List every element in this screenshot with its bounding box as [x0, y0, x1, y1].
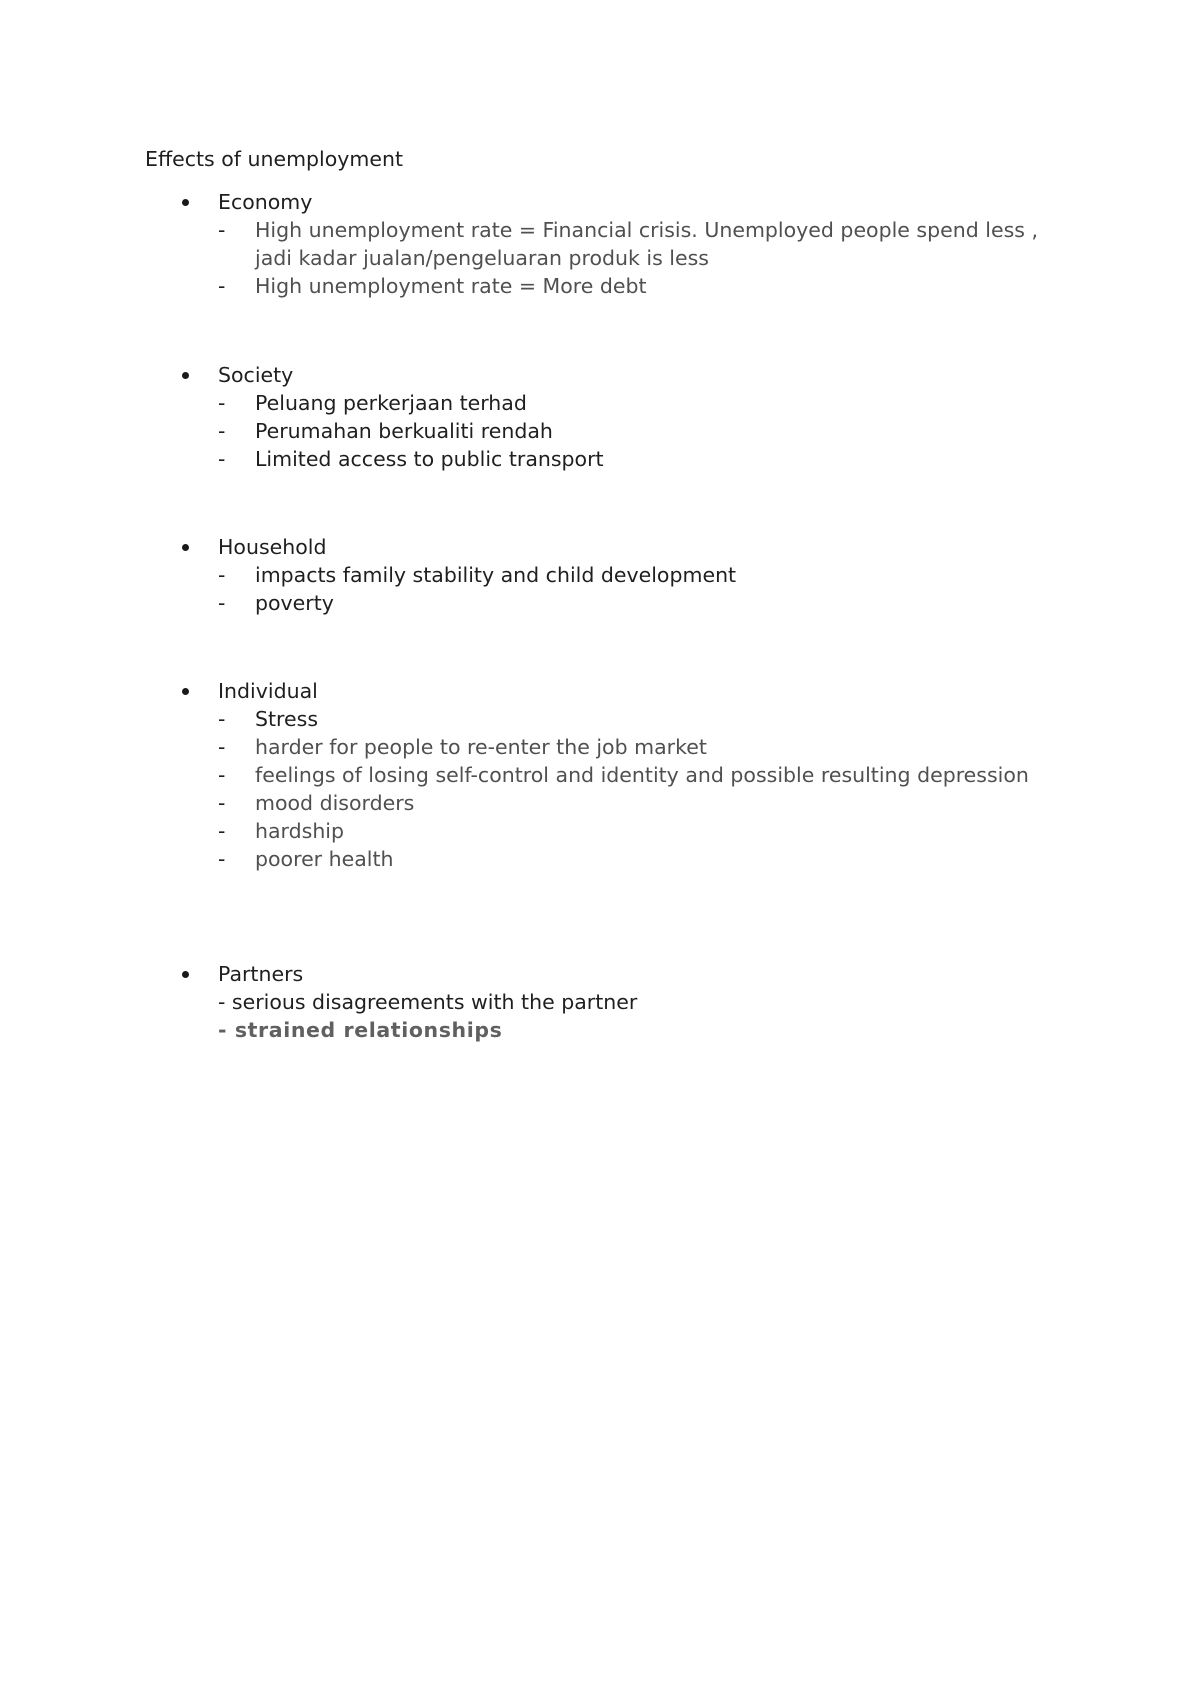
list-item-text: poorer health [255, 847, 394, 871]
dash-marker: - [218, 274, 226, 298]
section-heading: Household [218, 535, 327, 559]
list-item-text: Peluang perkerjaan terhad [255, 391, 527, 415]
list-item-text: High unemployment rate = More debt [255, 274, 647, 298]
list-item [0, 789, 1200, 817]
section-individual [0, 677, 1200, 873]
dash-marker: - [218, 591, 226, 615]
list-item [0, 761, 1200, 789]
page-title: Effects of unemployment [145, 147, 404, 171]
bullet-icon [182, 688, 189, 695]
list-item-text: Limited access to public transport [255, 447, 604, 471]
section-heading: Partners [218, 962, 304, 986]
list-item-text: impacts family stability and child development [255, 563, 737, 587]
list-item [0, 589, 1200, 617]
bullet-icon [182, 544, 189, 551]
list-item-text: Stress [255, 707, 319, 731]
list-item-text: harder for people to re-enter the job market [255, 735, 707, 759]
section-heading: Individual [218, 679, 318, 703]
list-item-text: mood disorders [255, 791, 415, 815]
dash-marker: - [218, 447, 226, 471]
list-item [0, 733, 1200, 761]
list-item [0, 389, 1200, 417]
dash-marker: - [218, 707, 226, 731]
list-item-text: feelings of losing self-control and identity and possible resulting depression [255, 763, 1029, 787]
section-heading-row [0, 533, 1200, 561]
section-society [0, 361, 1200, 473]
bullet-icon [182, 971, 189, 978]
dash-marker: - [218, 791, 226, 815]
list-item [0, 817, 1200, 845]
dash-marker: - [218, 218, 226, 242]
dash-marker: - [218, 419, 226, 443]
section-heading-row [0, 361, 1200, 389]
list-item [0, 845, 1200, 873]
section-economy [0, 188, 1200, 300]
list-item [0, 417, 1200, 445]
list-item-text: - strained relationships [218, 1018, 503, 1042]
section-heading-row [0, 677, 1200, 705]
bullet-icon [182, 199, 189, 206]
list-item-text: - serious disagreements with the partner [218, 990, 638, 1014]
dash-marker: - [218, 819, 226, 843]
list-item-text: hardship [255, 819, 345, 843]
section-heading-row [0, 188, 1200, 216]
list-item [0, 705, 1200, 733]
bullet-icon [182, 372, 189, 379]
list-item-text: Perumahan berkualiti rendah [255, 419, 553, 443]
dash-marker: - [218, 763, 226, 787]
list-item [0, 272, 1200, 300]
section-heading: Society [218, 363, 294, 387]
dash-marker: - [218, 847, 226, 871]
dash-marker: - [218, 391, 226, 415]
section-partners [0, 960, 1200, 1044]
list-item [0, 216, 1200, 272]
dash-marker: - [218, 735, 226, 759]
section-heading-row [0, 960, 1200, 988]
section-heading: Economy [218, 190, 313, 214]
list-item [0, 445, 1200, 473]
section-household [0, 533, 1200, 617]
list-item [0, 561, 1200, 589]
list-item-text: poverty [255, 591, 334, 615]
list-item-text: High unemployment rate = Financial crisis. Unemployed people spend less , jadi kadar jualan/pengeluaran produk is less [255, 218, 1038, 270]
dash-marker: - [218, 563, 226, 587]
